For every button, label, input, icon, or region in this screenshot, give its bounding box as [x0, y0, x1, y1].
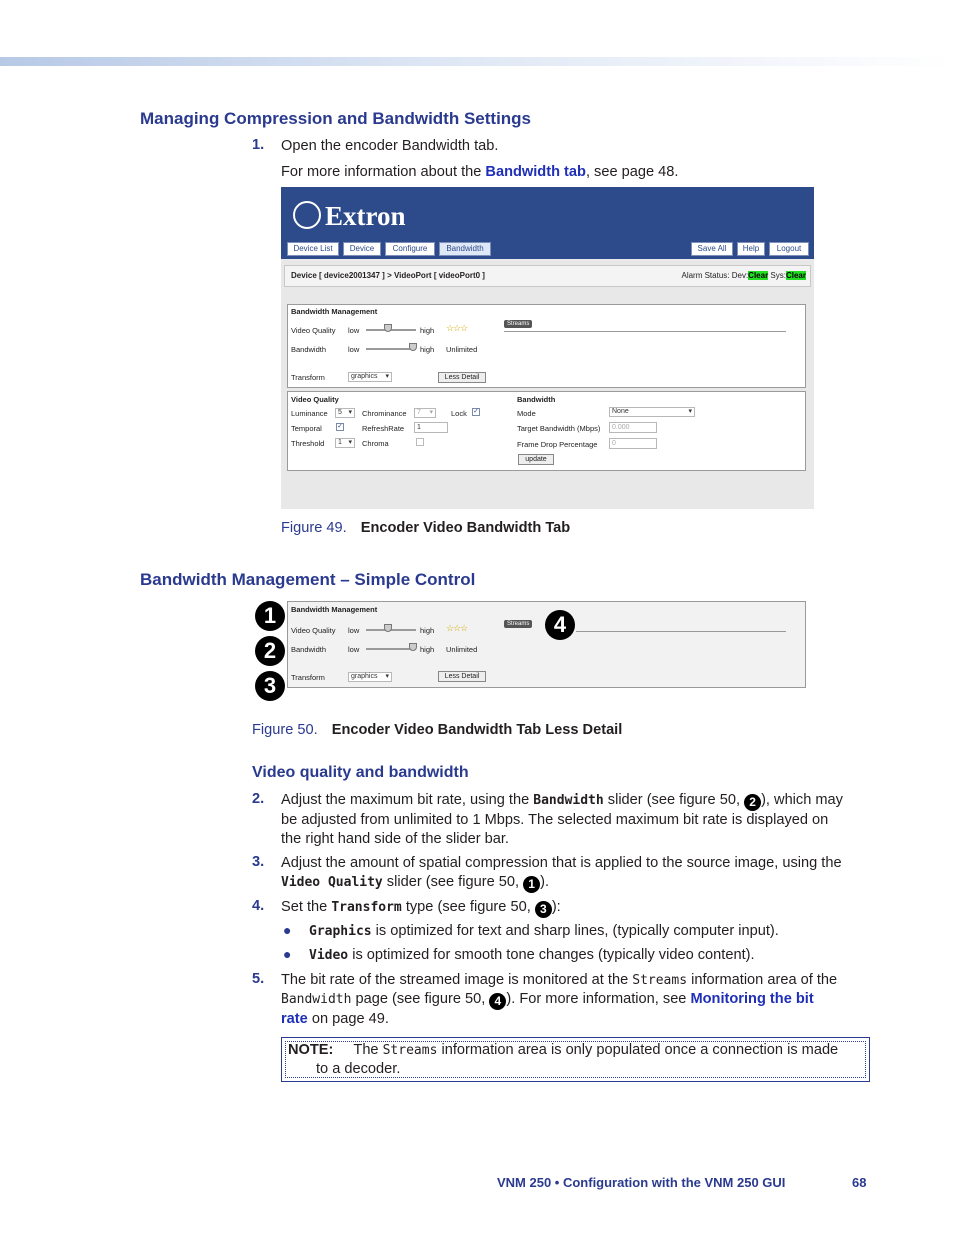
update-button[interactable]: update	[518, 454, 554, 465]
mode-select[interactable]: None ▾	[609, 407, 695, 417]
streams-button[interactable]: Streams	[504, 620, 532, 628]
figure-49-caption: Figure 49. Encoder Video Bandwidth Tab	[281, 520, 571, 536]
tab-device[interactable]: Device	[343, 242, 381, 256]
bandwidth-value: Unlimited	[446, 345, 478, 354]
panel-title: Video Quality	[291, 395, 339, 404]
transform-select[interactable]: graphics ▾	[348, 672, 392, 682]
step-text: Open the encoder Bandwidth tab.	[281, 138, 499, 154]
step-number: 4.	[252, 898, 265, 914]
video-quality-label: Video Quality	[291, 626, 336, 635]
bandwidth-value: Unlimited	[446, 645, 478, 654]
callout-1-icon: 1	[523, 876, 540, 893]
step-3-text: Adjust the amount of spatial compression that is applied to the source image, using the Video Quality slider (see figure 50, 1 ).	[281, 855, 842, 891]
transform-label: Transform	[291, 673, 325, 682]
low-label: low	[348, 626, 360, 635]
step-number: 3.	[252, 854, 265, 870]
chrominance-select[interactable]: 7 ▾	[414, 408, 436, 418]
chroma-checkbox[interactable]	[416, 438, 424, 446]
target-bandwidth-label: Target Bandwidth (Mbps)	[517, 424, 601, 433]
streams-bar	[504, 331, 786, 332]
subsection-title: Video quality and bandwidth	[252, 764, 469, 781]
callout-4-icon: 4	[489, 993, 506, 1010]
low-label: low	[348, 326, 360, 335]
lock-checkbox[interactable]: ✓	[473, 408, 479, 415]
quality-stars-icon: ☆☆☆	[446, 623, 468, 633]
monitoring-bit-rate-link[interactable]: Monitoring the bit	[690, 991, 814, 1007]
step-5-text: The bit rate of the streamed image is monitored at the Streams information area of the Bandwidth page (see figure 50, 4 ). For more information, see Monitoring the bit rate on page 49.	[281, 972, 838, 1027]
status-badge: Clear	[748, 271, 769, 280]
callout-2-icon: 2	[744, 794, 761, 811]
low-label: low	[348, 645, 360, 654]
callout-3: 3	[255, 671, 285, 701]
bullet-icon: ●	[283, 922, 292, 938]
step-number: 2.	[252, 791, 265, 807]
callout-4: 4	[545, 610, 575, 640]
frame-drop-input[interactable]: 0	[609, 438, 657, 449]
luminance-select[interactable]: 5 ▾	[335, 408, 355, 418]
slider-thumb[interactable]	[409, 343, 417, 351]
low-label: low	[348, 345, 360, 354]
bandwidth-label: Bandwidth	[291, 645, 327, 654]
tab-device-list[interactable]: Device List	[287, 242, 339, 256]
chrominance-label: Chrominance	[362, 409, 407, 418]
high-label: high	[420, 626, 435, 635]
tab-configure[interactable]: Configure	[385, 242, 435, 256]
encoder-bandwidth-screenshot	[281, 187, 814, 509]
step-4-text: Set the Transform type (see figure 50, 3 ):	[281, 899, 561, 916]
bullet-graphics: Graphics is optimized for text and sharp lines, (typically computer input).	[309, 923, 779, 939]
note-label: NOTE:	[288, 1042, 334, 1058]
chroma-label: Chroma	[362, 439, 389, 448]
streams-bar	[576, 631, 786, 632]
less-detail-button[interactable]: Less Detail	[438, 372, 486, 383]
bandwidth-label: Bandwidth	[291, 345, 327, 354]
frame-drop-label: Frame Drop Percentage	[517, 440, 598, 449]
step-2-text: Adjust the maximum bit rate, using the Bandwidth slider (see figure 50, 2 ), which may be adjusted from unlimited to 1 Mbps. The selected maximum bit rate is displayed on the right hand side of the slider bar.	[281, 792, 843, 847]
video-quality-label: Video Quality	[291, 326, 336, 335]
callout-2: 2	[255, 636, 285, 666]
bullet-video: Video is optimized for smooth tone changes (typically video content).	[309, 947, 755, 963]
more-info-text: For more information about the Bandwidth tab, see page 48.	[281, 164, 679, 180]
refreshrate-label: RefreshRate	[362, 424, 405, 433]
bandwidth-management-simple-panel	[287, 601, 806, 688]
high-label: high	[420, 326, 435, 335]
extron-banner	[281, 187, 814, 259]
extron-logo-icon	[293, 201, 321, 229]
target-bandwidth-input[interactable]: 0.000	[609, 422, 657, 433]
section-title-simple-control: Bandwidth Management – Simple Control	[140, 570, 476, 589]
help-button[interactable]: Help	[737, 242, 765, 256]
mode-label: Mode	[517, 409, 536, 418]
transform-select[interactable]: graphics ▾	[348, 372, 392, 382]
threshold-label: Threshold	[291, 439, 325, 448]
bandwidth-tab-link[interactable]: Bandwidth tab	[485, 164, 586, 180]
breadcrumb	[284, 265, 811, 287]
transform-label: Transform	[291, 373, 325, 382]
streams-button[interactable]: Streams	[504, 320, 532, 328]
temporal-checkbox[interactable]: ✓	[337, 423, 343, 430]
figure-50-caption: Figure 50. Encoder Video Bandwidth Tab Less Detail	[252, 722, 623, 738]
tab-bandwidth[interactable]: Bandwidth	[439, 242, 491, 256]
slider-thumb[interactable]	[384, 624, 392, 632]
quality-stars-icon: ☆☆☆	[446, 323, 468, 333]
header-gradient-bar	[0, 57, 954, 66]
bullet-icon: ●	[283, 946, 292, 962]
callout-1: 1	[255, 601, 285, 631]
step-number: 1.	[252, 137, 265, 153]
high-label: high	[420, 645, 435, 654]
threshold-select[interactable]: 1 ▾	[335, 438, 355, 448]
panel-title: Bandwidth Management	[291, 307, 378, 316]
alarm-status: Alarm Status: Dev:Clear Sys:Clear	[681, 271, 806, 280]
detail-panel	[287, 391, 806, 471]
luminance-label: Luminance	[291, 409, 328, 418]
bandwidth-management-panel	[287, 304, 806, 388]
slider-thumb[interactable]	[409, 643, 417, 651]
panel-title: Bandwidth	[517, 395, 556, 404]
temporal-label: Temporal	[291, 424, 322, 433]
page-number: 68	[852, 1175, 867, 1190]
high-label: high	[420, 345, 435, 354]
refreshrate-input[interactable]: 1	[414, 422, 448, 433]
lock-label: Lock	[451, 409, 467, 418]
extron-logo: Extron	[293, 201, 406, 232]
panel-title: Bandwidth Management	[291, 605, 378, 614]
section-title-compression: Managing Compression and Bandwidth Settings	[140, 109, 532, 128]
save-all-button[interactable]: Save All	[691, 242, 733, 256]
logout-button[interactable]: Logout	[769, 242, 809, 256]
footer-text: VNM 250 • Configuration with the VNM 250 GUI	[497, 1175, 786, 1190]
less-detail-button[interactable]: Less Detail	[438, 671, 486, 682]
status-badge: Clear	[785, 271, 806, 280]
note-text: NOTE: The Streams information area is only populated once a connection is made to a decoder.	[288, 1042, 839, 1077]
monitoring-bit-rate-link[interactable]: rate	[281, 1011, 308, 1027]
callout-3-icon: 3	[535, 901, 552, 918]
device-path: Device [ device2001347 ] > VideoPort [ videoPort0 ]	[291, 271, 485, 280]
slider-thumb[interactable]	[384, 324, 392, 332]
step-number: 5.	[252, 971, 265, 987]
